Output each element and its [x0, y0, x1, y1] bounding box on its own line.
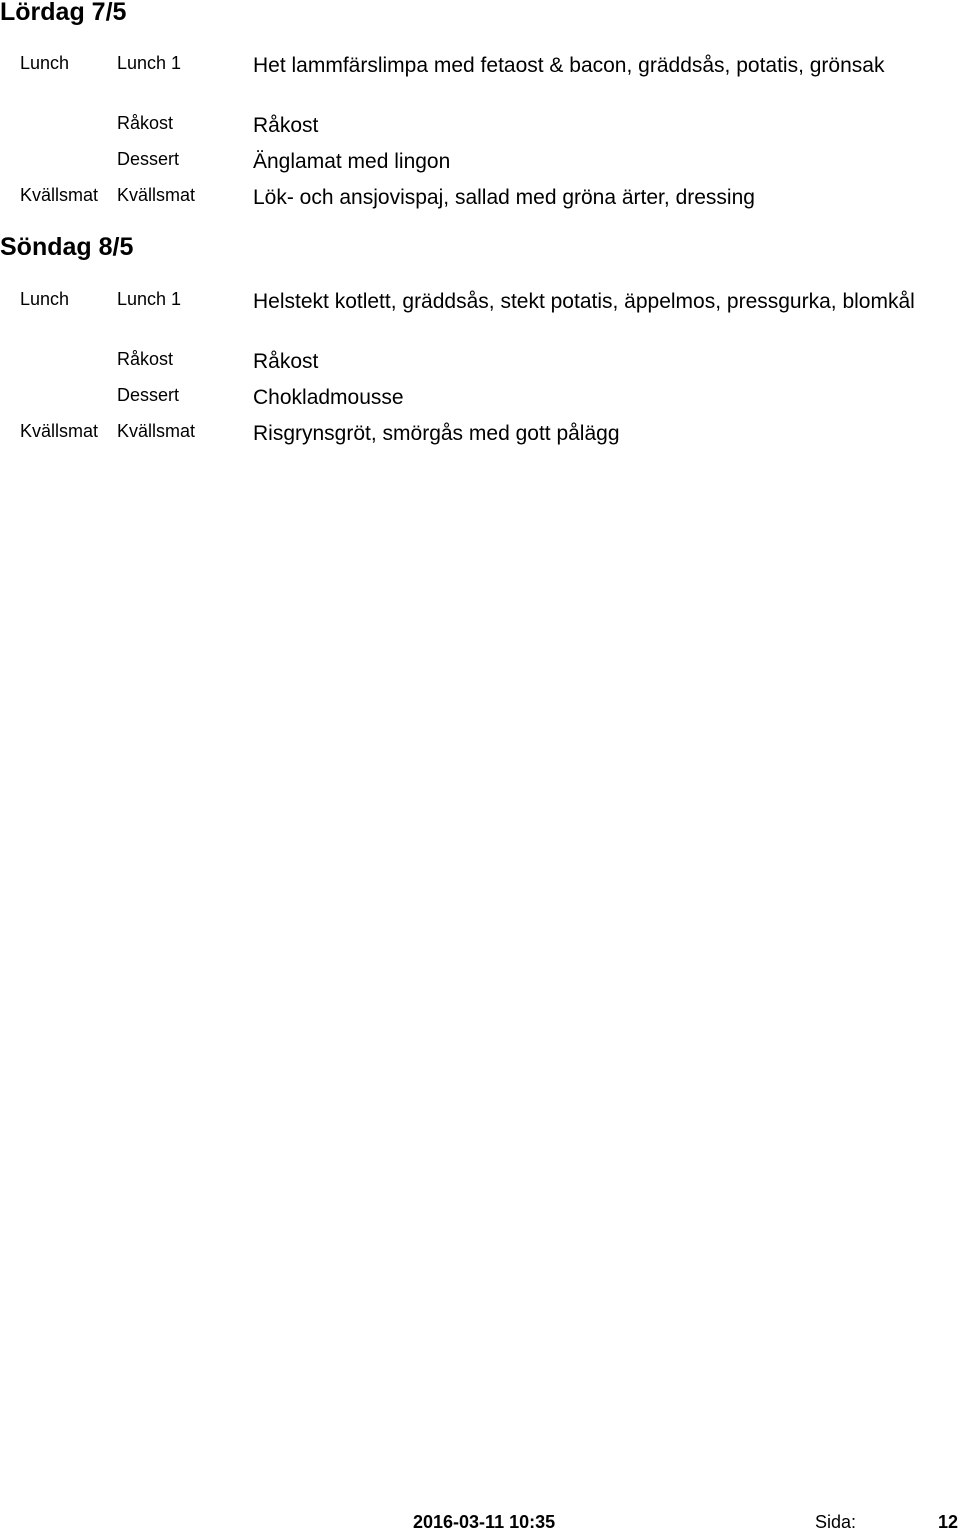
day-heading-saturday: Lördag 7/5 — [0, 0, 127, 26]
meal-description: Risgrynsgröt, smörgås med gott pålägg — [253, 422, 620, 445]
footer-page-label: Sida: — [815, 1512, 857, 1532]
day-heading-sunday: Söndag 8/5 — [0, 233, 134, 261]
meal-subtype: Dessert — [117, 385, 180, 405]
meal-description: Änglamat med lingon — [253, 150, 451, 173]
meal-description: Chokladmousse — [253, 386, 404, 409]
meal-description: Råkost — [253, 350, 319, 373]
meal-subtype: Dessert — [117, 149, 180, 169]
meal-subtype: Råkost — [117, 349, 174, 369]
footer-page-number: 12 — [937, 1512, 958, 1532]
meal-description: Lök- och ansjovispaj, sallad med gröna ärter, dressing — [253, 186, 755, 209]
meal-subtype: Råkost — [117, 113, 174, 133]
meal-subtype: Kvällsmat — [117, 185, 196, 205]
meal-type: Lunch — [20, 53, 70, 73]
page-footer — [0, 1511, 960, 1533]
meal-description: Råkost — [253, 114, 319, 137]
meal-subtype: Lunch 1 — [117, 53, 182, 73]
meal-description: Het lammfärslimpa med fetaost & bacon, gräddsås, potatis, grönsak — [253, 54, 885, 77]
meal-description: Helstekt kotlett, gräddsås, stekt potatis, äppelmos, pressgurka, blomkål — [253, 290, 915, 313]
meal-type: Kvällsmat — [20, 185, 99, 205]
meal-subtype: Kvällsmat — [117, 421, 196, 441]
footer-timestamp: 2016-03-11 10:35 — [413, 1512, 556, 1532]
meal-type: Lunch — [20, 289, 70, 309]
meal-subtype: Lunch 1 — [117, 289, 182, 309]
meal-type: Kvällsmat — [20, 421, 99, 441]
